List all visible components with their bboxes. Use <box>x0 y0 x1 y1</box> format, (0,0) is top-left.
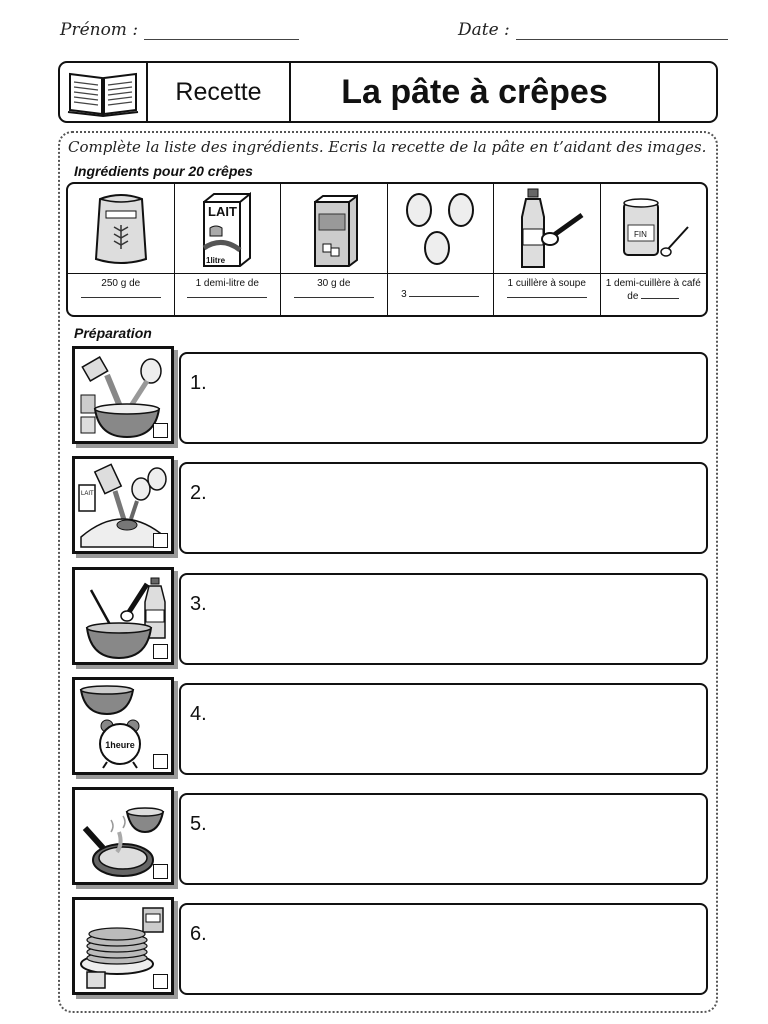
salt-spoon-icon <box>601 184 707 274</box>
step-row <box>72 677 708 775</box>
step-number: 5. <box>190 813 207 835</box>
step-checkbox[interactable] <box>153 754 168 769</box>
prenom-label: Prénom : <box>60 20 139 40</box>
clock-label: 1heure <box>105 740 135 750</box>
step-answer-box[interactable] <box>179 352 708 444</box>
ingredient-blank[interactable] <box>641 298 679 299</box>
milk-pack-sub: 1litre <box>206 255 226 265</box>
step-row <box>72 456 708 554</box>
ingredient-cell <box>68 184 175 315</box>
ingredients-table <box>66 182 708 317</box>
ingredient-blank[interactable] <box>507 297 587 298</box>
instruction-text: Complète la liste des ingrédients. Ecris la recette de la pâte en t’aidant des images. <box>68 138 707 156</box>
flour-sack-icon <box>68 184 174 274</box>
step-number: 6. <box>190 923 207 945</box>
step-number: 4. <box>190 703 207 725</box>
step-checkbox[interactable] <box>153 423 168 438</box>
ingredient-text: 3 <box>388 274 494 315</box>
header-box <box>58 61 718 123</box>
milk-pack-label: LAIT <box>81 491 94 497</box>
step-row <box>72 346 708 444</box>
header-empty-cell <box>660 63 716 121</box>
date-label: Date : <box>458 20 510 40</box>
milk-pack-label: LAIT <box>208 203 238 219</box>
pour-in-pan-icon <box>72 787 174 885</box>
step-number: 3. <box>190 593 207 615</box>
ingredient-cell <box>601 184 707 315</box>
prenom-field[interactable] <box>144 39 299 40</box>
step-row <box>72 567 708 665</box>
ingredient-blank[interactable] <box>187 297 267 298</box>
step-answer-box[interactable] <box>179 462 708 554</box>
crepe-stack-icon <box>72 897 174 995</box>
eggs-icon <box>388 184 494 274</box>
milk-carton-icon <box>175 184 281 274</box>
ingredient-text: 1 demi-cuillère à café de <box>605 278 701 302</box>
step-number: 2. <box>190 482 207 504</box>
page-title: La pâte à crêpes <box>291 63 660 121</box>
date-line <box>458 20 728 40</box>
ingredient-text: 1 cuillère à soupe <box>494 274 600 315</box>
step-answer-box[interactable] <box>179 683 708 775</box>
rest-clock-icon <box>72 677 174 775</box>
ingredient-cell <box>388 184 495 315</box>
ingredient-blank[interactable] <box>81 297 161 298</box>
ingredient-text: 30 g de <box>281 274 387 315</box>
pour-into-bowl-icon <box>72 346 174 444</box>
step-row <box>72 787 708 885</box>
sugar-box-icon <box>281 184 387 274</box>
open-book-icon <box>60 63 148 121</box>
step-answer-box[interactable] <box>179 573 708 665</box>
ingredient-cell <box>175 184 282 315</box>
step-answer-box[interactable] <box>179 793 708 885</box>
step-number: 1. <box>190 372 207 394</box>
ingredient-text: 250 g de <box>68 274 174 315</box>
prenom-line <box>60 20 299 40</box>
step-checkbox[interactable] <box>153 864 168 879</box>
date-field[interactable] <box>516 39 728 40</box>
step-answer-box[interactable] <box>179 903 708 995</box>
step-row <box>72 897 708 995</box>
ingredient-cell <box>494 184 601 315</box>
ingredient-cell <box>281 184 388 315</box>
step-checkbox[interactable] <box>153 644 168 659</box>
preparation-title: Préparation <box>74 325 152 341</box>
ingredients-title: Ingrédients pour 20 crêpes <box>74 163 253 179</box>
section-label: Recette <box>148 63 291 121</box>
ingredient-text: 1 demi-litre de <box>175 274 281 315</box>
ingredient-blank[interactable] <box>409 296 479 297</box>
ingredient-blank[interactable] <box>294 297 374 298</box>
mix-oil-icon <box>72 567 174 665</box>
step-checkbox[interactable] <box>153 974 168 989</box>
salt-pack-label: FIN <box>634 229 648 239</box>
step-checkbox[interactable] <box>153 533 168 548</box>
oil-bottle-spoon-icon <box>494 184 600 274</box>
add-milk-eggs-icon <box>72 456 174 554</box>
